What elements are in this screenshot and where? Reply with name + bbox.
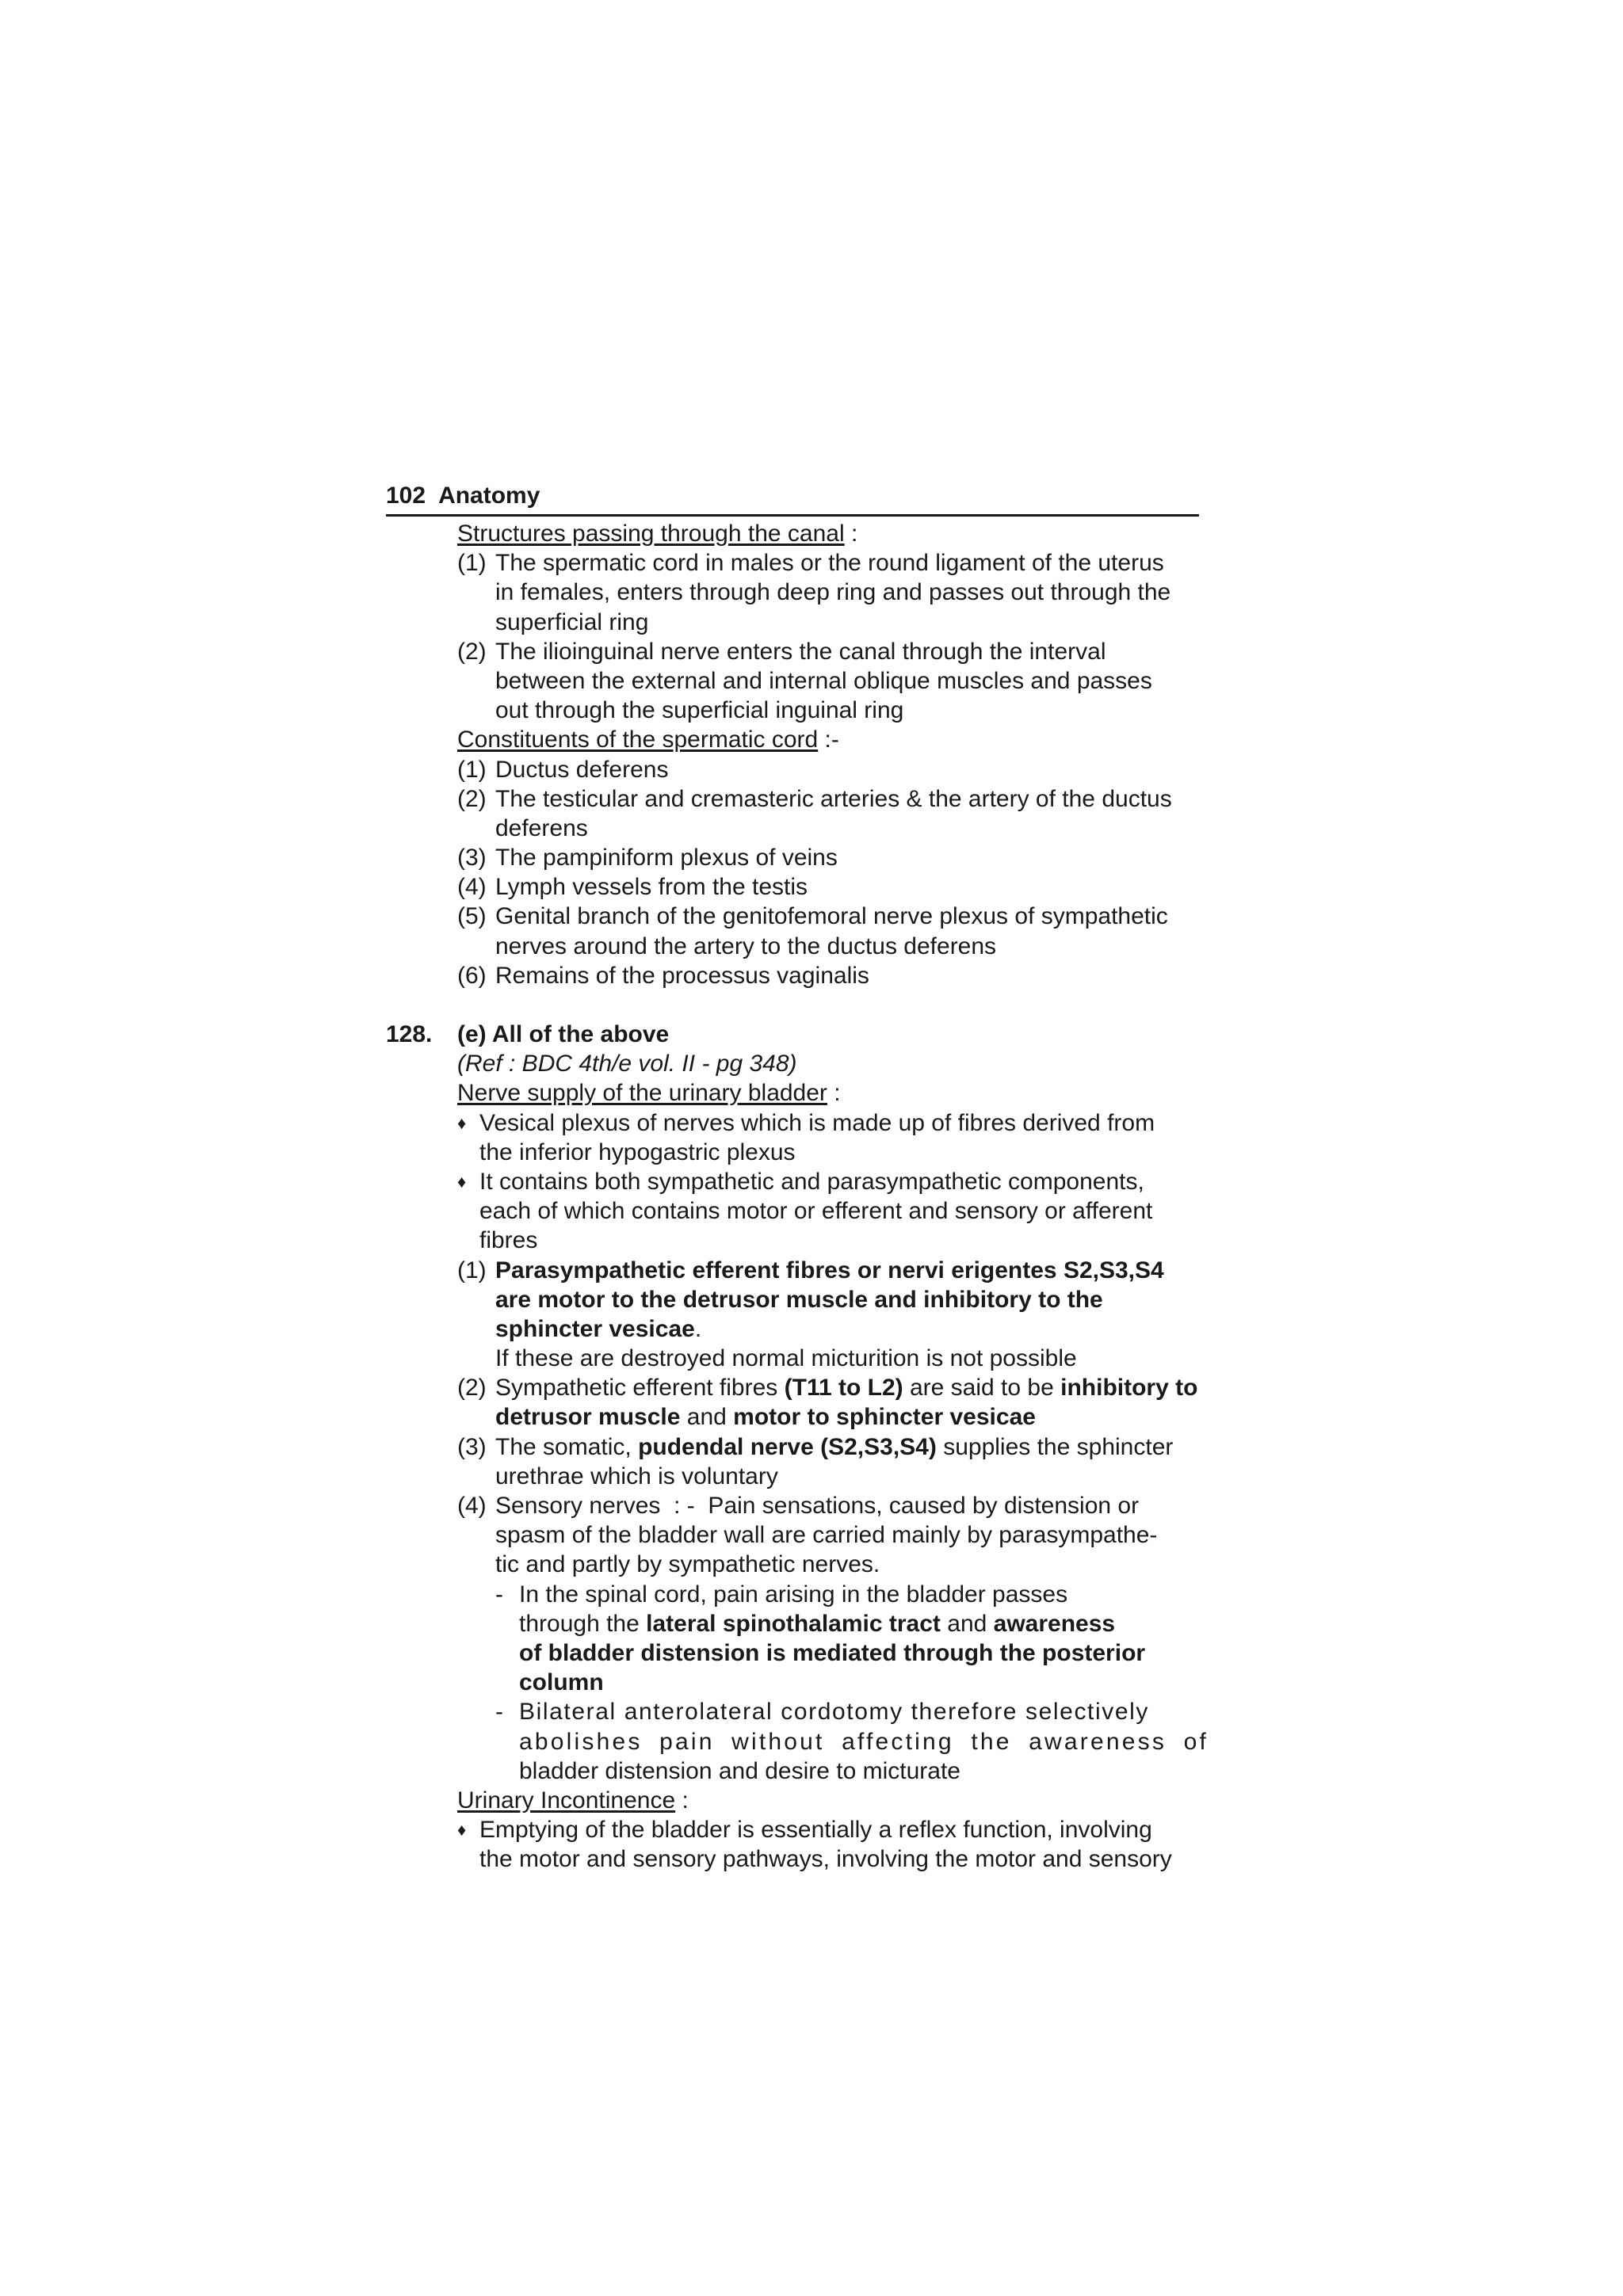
list-item-continuation: nerves around the artery to the ductus deferens [495, 933, 997, 959]
list-item: (4) Sensory nerves : - Pain sensations, caused by distension or [457, 1493, 1140, 1519]
diamond-bullet-icon: ♦ [457, 1820, 467, 1840]
list-item: (4) Lymph vessels from the testis [457, 874, 808, 901]
running-header [386, 479, 1199, 517]
list-item-continuation: detrusor muscle and motor to sphincter vesicae [495, 1404, 1036, 1431]
dash-continuation: of bladder distension is mediated through the posterior [519, 1639, 1146, 1666]
list-item-continuation: If these are destroyed normal micturition is not possible [495, 1345, 1077, 1372]
bullet-continuation: the inferior hypogastric plexus [479, 1138, 796, 1165]
reference: (Ref : BDC 4th/e vol. II - pg 348) [457, 1051, 797, 1077]
list-item-continuation: are motor to the detrusor muscle and inhibitory to the [495, 1286, 1103, 1313]
list-item: (1) The spermatic cord in males or the round ligament of the uterus [457, 550, 1164, 577]
chapter-title: Anatomy [438, 482, 540, 509]
answer-line [386, 1020, 1199, 1049]
list-item: (3) The pampiniform plexus of veins [457, 845, 838, 871]
page-number: 102 [386, 482, 426, 509]
list-item: (2) The ilioinguinal nerve enters the canal through the interval [457, 638, 1106, 665]
list-item-continuation: in females, enters through deep ring and passes out through the [495, 579, 1171, 606]
diamond-bullet-icon: ♦ [457, 1171, 467, 1192]
list-item-continuation: tic and partly by sympathetic nerves. [495, 1551, 880, 1578]
list-item: (3) The somatic, pudendal nerve (S2,S3,S4) supplies the sphincter [457, 1433, 1174, 1460]
answer-text: (e) All of the above [457, 1021, 670, 1047]
list-item: (1) Ductus deferens [457, 756, 669, 783]
cord-heading: Constituents of the spermatic cord :- [457, 727, 839, 753]
bullet-continuation: each of which contains motor or efferent and sensory or afferent [479, 1198, 1153, 1225]
bullet-item: ♦ It contains both sympathetic and parasympathetic components, [386, 1167, 1199, 1196]
list-item: (2) The testicular and cremasteric arteries & the artery of the ductus [457, 785, 1172, 812]
bullet-item: ♦ Vesical plexus of nerves which is made up of fibres derived from [386, 1108, 1199, 1138]
list-item: (5) Genital branch of the genitofemoral nerve plexus of sympathetic [457, 903, 1168, 930]
list-item: (1) Parasympathetic efferent fibres or nervi erigentes S2,S3,S4 [457, 1257, 1164, 1283]
list-item: (6) Remains of the processus vaginalis [457, 962, 869, 989]
dash-continuation: bladder distension and desire to micturate [519, 1757, 960, 1784]
list-item-continuation: deferens [495, 814, 588, 841]
dash-continuation: abolishes pain without affecting the awareness of [519, 1728, 1209, 1755]
list-item-continuation: between the external and internal oblique muscles and passes [495, 667, 1152, 694]
bullet-continuation: the motor and sensory pathways, involving the motor and sensory [479, 1846, 1172, 1873]
list-item: (2) Sympathetic efferent fibres (T11 to L2) are said to be inhibitory to [457, 1375, 1198, 1402]
dash-item: - Bilateral anterolateral cordotomy therefore selectively [495, 1699, 1150, 1726]
canal-heading: Structures passing through the canal : [457, 521, 858, 547]
spacer [386, 990, 1199, 1020]
list-item-continuation: sphincter vesicae. [495, 1315, 702, 1342]
bullet-continuation: fibres [479, 1227, 538, 1254]
question-number: 128. [386, 1021, 433, 1047]
dash-continuation: column [519, 1669, 604, 1696]
list-item-continuation: out through the superficial inguinal ring [495, 697, 904, 724]
list-item-continuation: urethrae which is voluntary [495, 1463, 778, 1489]
list-item-continuation: spasm of the bladder wall are carried mainly by parasympathe- [495, 1522, 1158, 1549]
dash-item: - In the spinal cord, pain arising in the bladder passes [495, 1581, 1068, 1608]
dash-continuation: through the lateral spinothalamic tract and awareness [519, 1610, 1116, 1637]
incontinence-heading: Urinary Incontinence : [457, 1787, 689, 1814]
diamond-bullet-icon: ♦ [457, 1112, 467, 1133]
list-item-continuation: superficial ring [495, 608, 649, 635]
nerve-heading: Nerve supply of the urinary bladder : [457, 1080, 841, 1107]
bullet-item: ♦ Emptying of the bladder is essentially a reflex function, involving [386, 1815, 1199, 1844]
page-body [386, 519, 1209, 1874]
